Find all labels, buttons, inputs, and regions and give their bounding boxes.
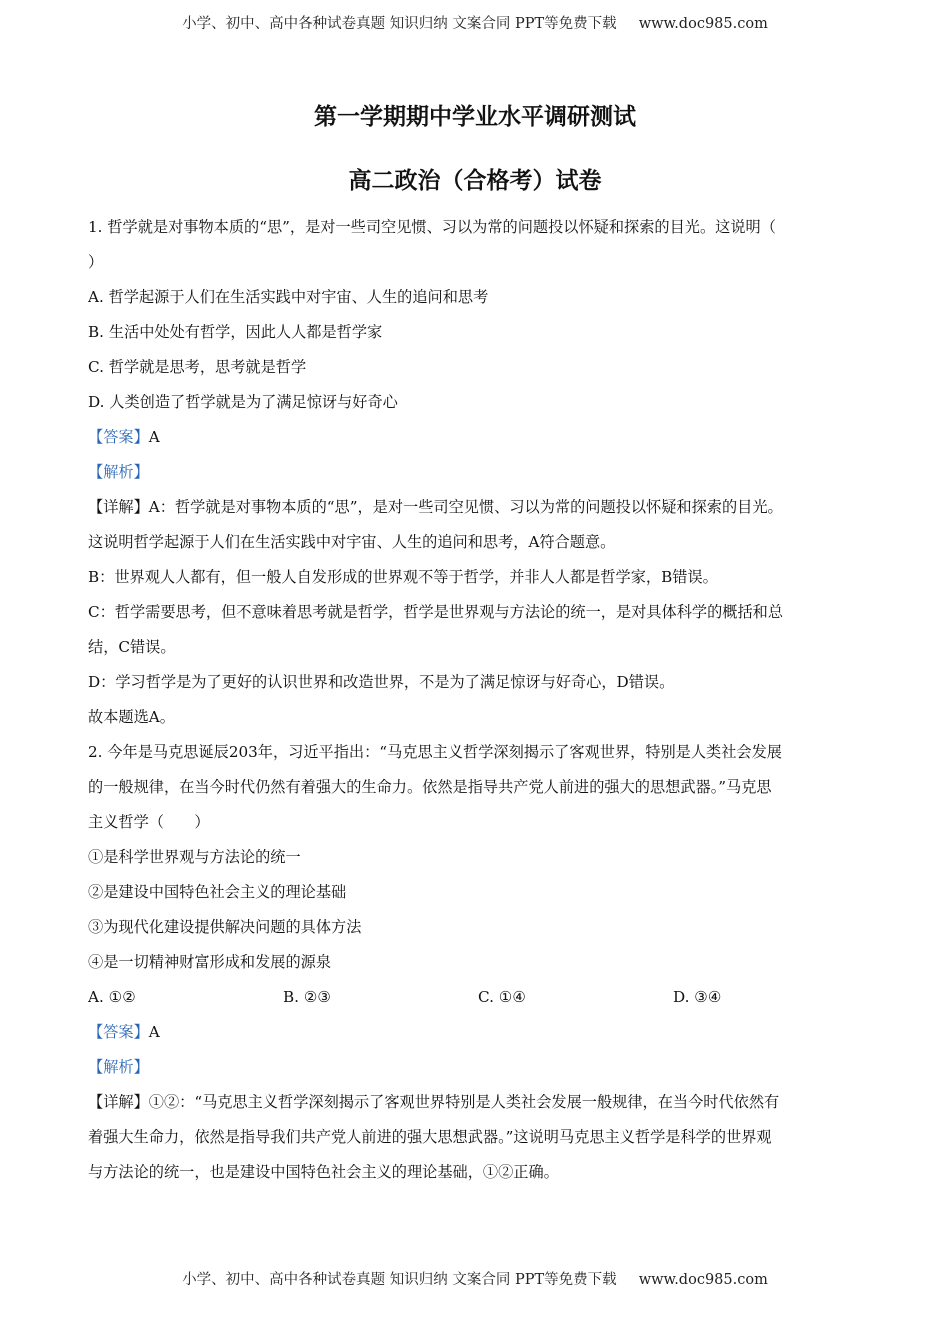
footer-url[interactable]: www.doc985.com (638, 1272, 768, 1288)
analysis-tag: 【解析】 (88, 1058, 149, 1076)
q2-option-c: C. ①④ (478, 988, 526, 1006)
page-footer (0, 1268, 950, 1289)
answer-tag: 【答案】 (88, 428, 149, 446)
q1-detail-line (88, 494, 870, 529)
answer-value: A (148, 428, 160, 446)
q2-statement: ③为现代化建设提供解决问题的具体方法 (88, 918, 362, 936)
q2-analysis (88, 1054, 870, 1089)
detail-text: ①②：“马克思主义哲学深刻揭示了客观世界特别是人类社会发展一般规律，在当今时代依然有 (148, 1093, 780, 1111)
detail-tag: 【详解】 (88, 1093, 149, 1111)
q2-detail-line: 着强大生命力，依然是指导我们共产党人前进的强大思想武器。”这说明马克思主义哲学是科学的世界观 (88, 1128, 772, 1146)
answer-tag: 【答案】 (88, 1023, 149, 1041)
footer-text: 小学、初中、高中各种试卷真题 知识归纳 文案合同 PPT等免费下载 (182, 1272, 617, 1288)
q2-stem-line: 主义哲学（ ） (88, 813, 210, 831)
q2-stem-line: 的一般规律，在当今时代仍然有着强大的生命力。依然是指导共产党人前进的强大的思想武器。”马克思 (88, 778, 772, 796)
q2-statement: ④是一切精神财富形成和发展的源泉 (88, 953, 331, 971)
q1-analysis (88, 459, 870, 494)
analysis-tag: 【解析】 (88, 463, 149, 481)
q2-option-d: D. ③④ (673, 988, 722, 1006)
q1-detail-line: 结，C错误。 (88, 638, 176, 656)
exam-title-line1: 第一学期期中学业水平调研测试 (314, 104, 636, 130)
q2-answer (88, 1019, 870, 1054)
q1-option-a: A. 哲学起源于人们在生活实践中对宇宙、人生的追问和思考 (88, 288, 489, 306)
header-text: 小学、初中、高中各种试卷真题 知识归纳 文案合同 PPT等免费下载 (182, 16, 617, 32)
q2-detail-line: 与方法论的统一，也是建设中国特色社会主义的理论基础，①②正确。 (88, 1163, 559, 1181)
q2-detail-line (88, 1089, 870, 1124)
q1-detail-line: B：世界观人人都有，但一般人自发形成的世界观不等于哲学，并非人人都是哲学家，B错误。 (88, 568, 718, 586)
q2-options (88, 984, 870, 1019)
exam-content (88, 214, 870, 1194)
header-url[interactable]: www.doc985.com (638, 16, 768, 32)
q2-option-a: A. ①② (88, 988, 136, 1006)
detail-text: A：哲学就是对事物本质的“思”，是对一些司空见惯、习以为常的问题投以怀疑和探索的目光。 (148, 498, 783, 516)
q1-stem-line: 1. 哲学就是对事物本质的“思”，是对一些司空见惯、习以为常的问题投以怀疑和探索的目光。这说明（ (88, 218, 776, 236)
detail-tag: 【详解】 (88, 498, 149, 516)
page-header (0, 12, 950, 33)
answer-value: A (148, 1023, 160, 1041)
q2-option-b: B. ②③ (283, 988, 332, 1006)
q1-answer (88, 424, 870, 459)
q1-detail-line: 故本题选A。 (88, 708, 175, 726)
q1-option-c: C. 哲学就是思考，思考就是哲学 (88, 358, 307, 376)
q1-detail-line: D：学习哲学是为了更好的认识世界和改造世界，不是为了满足惊讶与好奇心，D错误。 (88, 673, 675, 691)
q2-stem-line: 2. 今年是马克思诞辰203年，习近平指出：“马克思主义哲学深刻揭示了客观世界，特别是人类社会发展 (88, 743, 782, 761)
q2-statement: ①是科学世界观与方法论的统一 (88, 848, 301, 866)
q1-option-b: B. 生活中处处有哲学，因此人人都是哲学家 (88, 323, 383, 341)
q1-stem-line: ） (88, 253, 104, 271)
exam-title-line2: 高二政治（合格考）试卷 (348, 168, 602, 194)
q1-detail-line: 这说明哲学起源于人们在生活实践中对宇宙、人生的追问和思考，A符合题意。 (88, 533, 616, 551)
q1-detail-line: C：哲学需要思考，但不意味着思考就是哲学，哲学是世界观与方法论的统一，是对具体科学的概括和总 (88, 603, 784, 621)
q1-option-d: D. 人类创造了哲学就是为了满足惊讶与好奇心 (88, 393, 398, 411)
q2-statement: ②是建设中国特色社会主义的理论基础 (88, 883, 347, 901)
